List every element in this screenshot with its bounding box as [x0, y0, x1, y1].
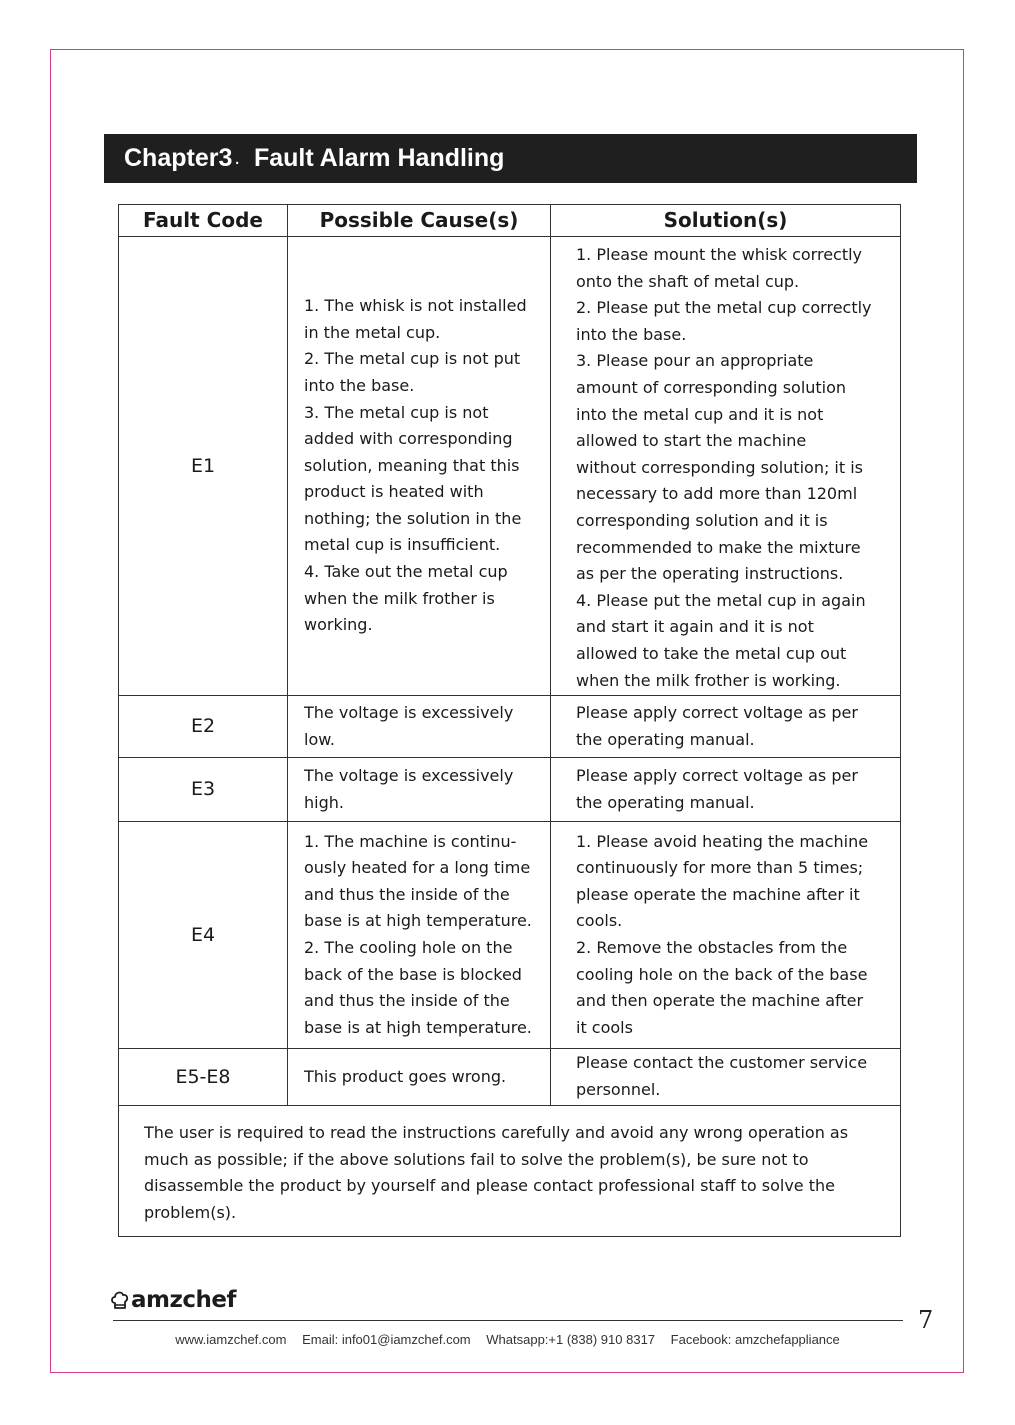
- fault-code: E5-E8: [119, 1049, 288, 1106]
- brand-logo: [110, 1287, 236, 1313]
- cause-line: This product goes wrong.: [304, 1066, 507, 1086]
- solution-line: 1. Please mount the whisk correctly: [576, 245, 863, 264]
- chapter-separator: .: [234, 147, 240, 169]
- cause-line: base is at high temperature.: [304, 911, 532, 931]
- cause-cell: [288, 758, 551, 822]
- solution-line: 3. Please pour an appropriate: [576, 351, 814, 371]
- table-row: [119, 1049, 901, 1106]
- cause-line: The voltage is excessively: [304, 702, 514, 722]
- solution-line: personnel.: [576, 1080, 661, 1099]
- note-line: problem(s).: [144, 1202, 237, 1222]
- cause-line: metal cup is insufficient.: [304, 535, 501, 555]
- fault-table: [118, 204, 901, 1237]
- cause-line: when the milk frother is: [304, 588, 495, 608]
- solution-cell: [551, 237, 901, 696]
- solution-line: corresponding solution and it is: [576, 510, 828, 530]
- solution-line: continuously for more than 5 times;: [576, 858, 864, 878]
- note-line: much as possible; if the above solutions fail to solve the problem(s), be sure not to: [144, 1149, 809, 1169]
- footer-website: www.iamzchef.com: [175, 1332, 287, 1347]
- solution-line: and then operate the machine after: [576, 991, 864, 1011]
- cause-cell: [288, 822, 551, 1049]
- chapter-number: Chapter3: [124, 144, 233, 172]
- solution-line: when the milk frother is working.: [576, 670, 841, 690]
- fault-code: E3: [119, 758, 288, 822]
- fault-code: E4: [119, 822, 288, 1049]
- solution-line: Please contact the customer service: [576, 1053, 868, 1073]
- solution-line: allowed to take the metal cup out: [576, 643, 847, 663]
- solution-line: cools.: [576, 911, 623, 931]
- footer-contact: [0, 1332, 1015, 1347]
- solution-line: without corresponding solution; it is: [576, 457, 864, 477]
- cause-line: working.: [304, 615, 373, 635]
- solution-line: into the metal cup and it is not: [576, 404, 824, 424]
- solution-line: 2. Please put the metal cup correctly: [576, 298, 872, 318]
- cause-line: and thus the inside of the: [304, 884, 510, 904]
- footer-whatsapp: Whatsapp:+1 (838) 910 8317: [486, 1332, 656, 1347]
- solution-line: into the base.: [576, 324, 687, 344]
- solution-cell: [551, 696, 901, 758]
- chef-hat-icon: [110, 1289, 130, 1311]
- solution-line: recommended to make the mixture: [576, 537, 861, 557]
- note-line: The user is required to read the instructions carefully and avoid any wrong operation as: [144, 1123, 849, 1142]
- cause-line: The voltage is excessively: [304, 765, 514, 785]
- cause-line: 4. Take out the metal cup: [304, 562, 508, 582]
- solution-line: Please apply correct voltage as per: [576, 702, 858, 722]
- cause-line: high.: [304, 792, 344, 812]
- fault-code: E2: [119, 696, 288, 758]
- cause-cell: [288, 1049, 551, 1106]
- solution-line: 4. Please put the metal cup in again: [576, 590, 866, 610]
- solution-line: allowed to start the machine: [576, 431, 807, 451]
- cause-line: solution, meaning that this: [304, 455, 520, 475]
- cause-line: added with corresponding: [304, 429, 513, 449]
- solution-line: 1. Please avoid heating the machine: [576, 831, 869, 851]
- chapter-header: [104, 134, 917, 183]
- note-row: [119, 1106, 901, 1237]
- cause-line: nothing; the solution in the: [304, 508, 522, 528]
- table-row: [119, 822, 901, 1049]
- solution-line: necessary to add more than 120ml: [576, 484, 858, 504]
- page-number: 7: [918, 1306, 934, 1334]
- cause-cell: [288, 696, 551, 758]
- solution-line: and start it again and it is not: [576, 617, 814, 637]
- table-row: [119, 696, 901, 758]
- table-header-row: [119, 205, 901, 237]
- header-possible-causes: Possible Cause(s): [288, 205, 551, 237]
- cause-line: low.: [304, 729, 335, 749]
- solution-line: the operating manual.: [576, 729, 755, 749]
- cause-line: 2. The metal cup is not put: [304, 349, 521, 369]
- table-row: [119, 237, 901, 696]
- cause-line: product is heated with: [304, 482, 484, 502]
- note-line: disassemble the product by yourself and please contact professional staff to solve the: [144, 1176, 835, 1196]
- solution-line: Please apply correct voltage as per: [576, 765, 858, 785]
- cause-line: into the base.: [304, 375, 415, 395]
- solution-line: 2. Remove the obstacles from the: [576, 938, 848, 957]
- solution-cell: [551, 758, 901, 822]
- cause-line: ously heated for a long time: [304, 858, 531, 878]
- solution-line: the operating manual.: [576, 792, 755, 812]
- fault-code: E1: [119, 237, 288, 696]
- solution-cell: [551, 1049, 901, 1106]
- cause-line: in the metal cup.: [304, 322, 441, 342]
- solution-line: as per the operating instructions.: [576, 564, 844, 584]
- cause-line: and thus the inside of the: [304, 991, 510, 1011]
- cause-line: 1. The whisk is not installed: [304, 296, 527, 316]
- note-cell: [119, 1106, 901, 1237]
- solution-line: amount of corresponding solution: [576, 377, 847, 397]
- chapter-title: Fault Alarm Handling: [253, 144, 505, 172]
- solution-line: cooling hole on the back of the base: [576, 964, 868, 984]
- cause-cell: [288, 237, 551, 696]
- footer-divider: [113, 1320, 903, 1321]
- cause-line: 3. The metal cup is not: [304, 402, 489, 422]
- footer-email: Email: info01@iamzchef.com: [302, 1332, 471, 1347]
- solution-cell: [551, 822, 901, 1049]
- solution-line: onto the shaft of metal cup.: [576, 271, 800, 291]
- cause-line: back of the base is blocked: [304, 964, 522, 984]
- table-row: [119, 758, 901, 822]
- cause-line: 1. The machine is continu-: [304, 831, 517, 851]
- cause-line: base is at high temperature.: [304, 1017, 532, 1037]
- solution-line: it cools: [576, 1017, 633, 1037]
- header-solutions: Solution(s): [551, 205, 901, 237]
- solution-line: please operate the machine after it: [576, 884, 860, 904]
- brand-name: amzchef: [131, 1287, 236, 1313]
- cause-line: 2. The cooling hole on the: [304, 938, 513, 957]
- footer-facebook: Facebook: amzchefappliance: [670, 1332, 840, 1347]
- header-fault-code: Fault Code: [119, 205, 288, 237]
